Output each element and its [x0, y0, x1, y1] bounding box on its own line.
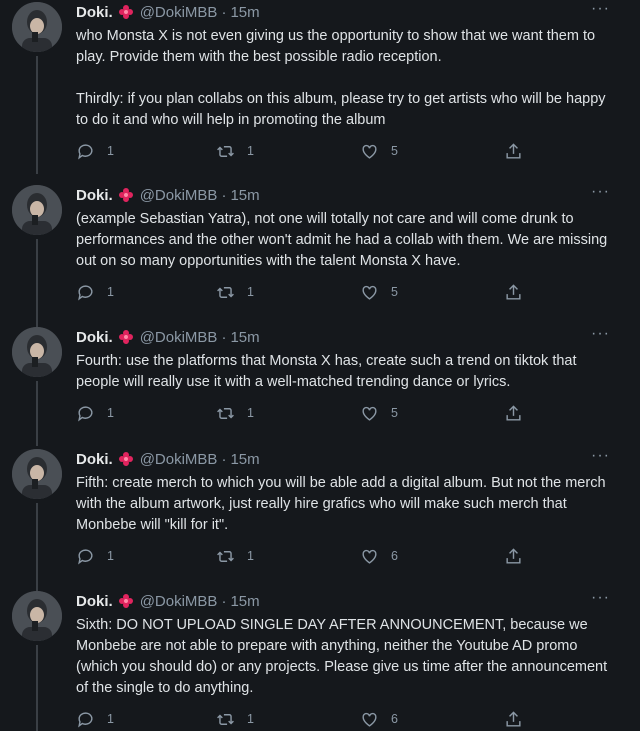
display-name[interactable]: Doki.: [76, 187, 113, 204]
separator: ·: [221, 451, 227, 468]
reply-icon: [76, 283, 95, 302]
retweet-button[interactable]: [216, 281, 254, 303]
user-handle[interactable]: @DokiMBB: [139, 451, 218, 468]
like-count: 6: [391, 712, 398, 726]
reply-count: 1: [107, 549, 114, 563]
tweet-paragraph: Thirdly: if you plan collabs on this album, please try to get artists who will be happy to do it and who will help in promoting the album: [76, 91, 606, 128]
thread-line: [36, 239, 38, 327]
user-handle[interactable]: @DokiMBB: [139, 187, 218, 204]
retweet-count: 1: [247, 144, 254, 158]
retweet-button[interactable]: [216, 140, 254, 162]
thread-line: [36, 645, 38, 731]
tweet-header: [76, 327, 260, 349]
tweet-actions: [76, 545, 536, 567]
share-icon: [504, 283, 523, 302]
more-options-icon[interactable]: ···: [591, 447, 610, 464]
retweet-icon: [216, 142, 235, 161]
like-button[interactable]: [360, 140, 398, 162]
more-options-icon[interactable]: ···: [591, 0, 610, 17]
timestamp[interactable]: 15m: [230, 451, 260, 468]
reply-button[interactable]: [76, 140, 114, 162]
separator: ·: [221, 4, 227, 21]
avatar[interactable]: [12, 591, 62, 641]
retweet-button[interactable]: [216, 545, 254, 567]
tweet-header: [76, 591, 260, 613]
retweet-count: 1: [247, 406, 254, 420]
heart-icon: [360, 547, 379, 566]
heart-icon: [360, 404, 379, 423]
like-count: 5: [391, 285, 398, 299]
like-button[interactable]: [360, 708, 398, 730]
separator: ·: [221, 329, 227, 346]
retweet-icon: [216, 547, 235, 566]
reply-count: 1: [107, 144, 114, 158]
flower-badge-icon: [118, 4, 134, 20]
tweet-header: [76, 2, 260, 24]
thread-line: [36, 503, 38, 591]
display-name[interactable]: Doki.: [76, 329, 113, 346]
tweet-actions: [76, 708, 536, 730]
more-options-icon[interactable]: ···: [591, 183, 610, 200]
reply-icon: [76, 547, 95, 566]
like-count: 5: [391, 406, 398, 420]
heart-icon: [360, 283, 379, 302]
retweet-button[interactable]: [216, 402, 254, 424]
thread-line: [36, 381, 38, 446]
thread-line: [36, 56, 38, 174]
share-icon: [504, 404, 523, 423]
separator: ·: [221, 593, 227, 610]
tweet-actions: [76, 140, 536, 162]
tweet-paragraph: (example Sebastian Yatra), not one will totally not care and will come drunk to performances and the other won't admit he had a collab with them. We are missing out on so many opportunities with the talent Monsta X have.: [76, 211, 608, 269]
share-button[interactable]: [504, 402, 523, 424]
user-handle[interactable]: @DokiMBB: [139, 329, 218, 346]
tweet-paragraph: Fifth: create merch to which you will be able add a digital album. But not the merch with the album artwork, just really hire grafics who will make such merch that Monbebe will "kill for it".: [76, 475, 606, 533]
separator: ·: [221, 187, 227, 204]
timestamp[interactable]: 15m: [230, 4, 260, 21]
retweet-icon: [216, 283, 235, 302]
share-icon: [504, 547, 523, 566]
reply-count: 1: [107, 406, 114, 420]
retweet-count: 1: [247, 712, 254, 726]
timestamp[interactable]: 15m: [230, 329, 260, 346]
tweet-header: [76, 449, 260, 471]
like-count: 6: [391, 549, 398, 563]
flower-badge-icon: [118, 593, 134, 609]
like-button[interactable]: [360, 545, 398, 567]
tweet-text: [76, 209, 616, 272]
retweet-button[interactable]: [216, 708, 254, 730]
like-button[interactable]: [360, 281, 398, 303]
heart-icon: [360, 710, 379, 729]
retweet-count: 1: [247, 549, 254, 563]
tweet-paragraph: who Monsta X is not even giving us the opportunity to show that we want them to play. Provide them with the best possible radio reception.: [76, 28, 596, 65]
tweet-paragraph: Fourth: use the platforms that Monsta X has, create such a trend on tiktok that people will really use it with a well-matched trending dance or lyrics.: [76, 353, 577, 390]
more-options-icon[interactable]: ···: [591, 325, 610, 342]
flower-badge-icon: [118, 329, 134, 345]
more-options-icon[interactable]: ···: [591, 589, 610, 606]
tweet-text: [76, 26, 616, 131]
share-button[interactable]: [504, 281, 523, 303]
tweet-text: [76, 351, 616, 393]
avatar[interactable]: [12, 185, 62, 235]
retweet-icon: [216, 404, 235, 423]
display-name[interactable]: Doki.: [76, 451, 113, 468]
reply-button[interactable]: [76, 708, 114, 730]
reply-icon: [76, 710, 95, 729]
tweet-text: [76, 473, 616, 536]
share-icon: [504, 710, 523, 729]
reply-button[interactable]: [76, 402, 114, 424]
display-name[interactable]: Doki.: [76, 593, 113, 610]
user-handle[interactable]: @DokiMBB: [139, 593, 218, 610]
reply-count: 1: [107, 712, 114, 726]
retweet-count: 1: [247, 285, 254, 299]
tweet-text: [76, 615, 616, 699]
flower-badge-icon: [118, 451, 134, 467]
share-button[interactable]: [504, 708, 523, 730]
share-button[interactable]: [504, 545, 523, 567]
heart-icon: [360, 142, 379, 161]
tweet-header: [76, 185, 260, 207]
timestamp[interactable]: 15m: [230, 593, 260, 610]
user-handle[interactable]: @DokiMBB: [139, 4, 218, 21]
avatar[interactable]: [12, 2, 62, 52]
tweet-actions: [76, 402, 536, 424]
flower-badge-icon: [118, 187, 134, 203]
display-name[interactable]: Doki.: [76, 4, 113, 21]
avatar[interactable]: [12, 327, 62, 377]
like-count: 5: [391, 144, 398, 158]
share-icon: [504, 142, 523, 161]
share-button[interactable]: [504, 140, 523, 162]
reply-icon: [76, 142, 95, 161]
reply-icon: [76, 404, 95, 423]
tweet-actions: [76, 281, 536, 303]
tweet-paragraph: Sixth: DO NOT UPLOAD SINGLE DAY AFTER ANNOUNCEMENT, because we Monbebe are not able to prepare with anything, neither the Youtube AD promo (which you should do) or any projects. Please give us time after the announcement of the single to do anything.: [76, 617, 608, 696]
reply-button[interactable]: [76, 281, 114, 303]
retweet-icon: [216, 710, 235, 729]
like-button[interactable]: [360, 402, 398, 424]
reply-count: 1: [107, 285, 114, 299]
reply-button[interactable]: [76, 545, 114, 567]
timestamp[interactable]: 15m: [230, 187, 260, 204]
avatar[interactable]: [12, 449, 62, 499]
